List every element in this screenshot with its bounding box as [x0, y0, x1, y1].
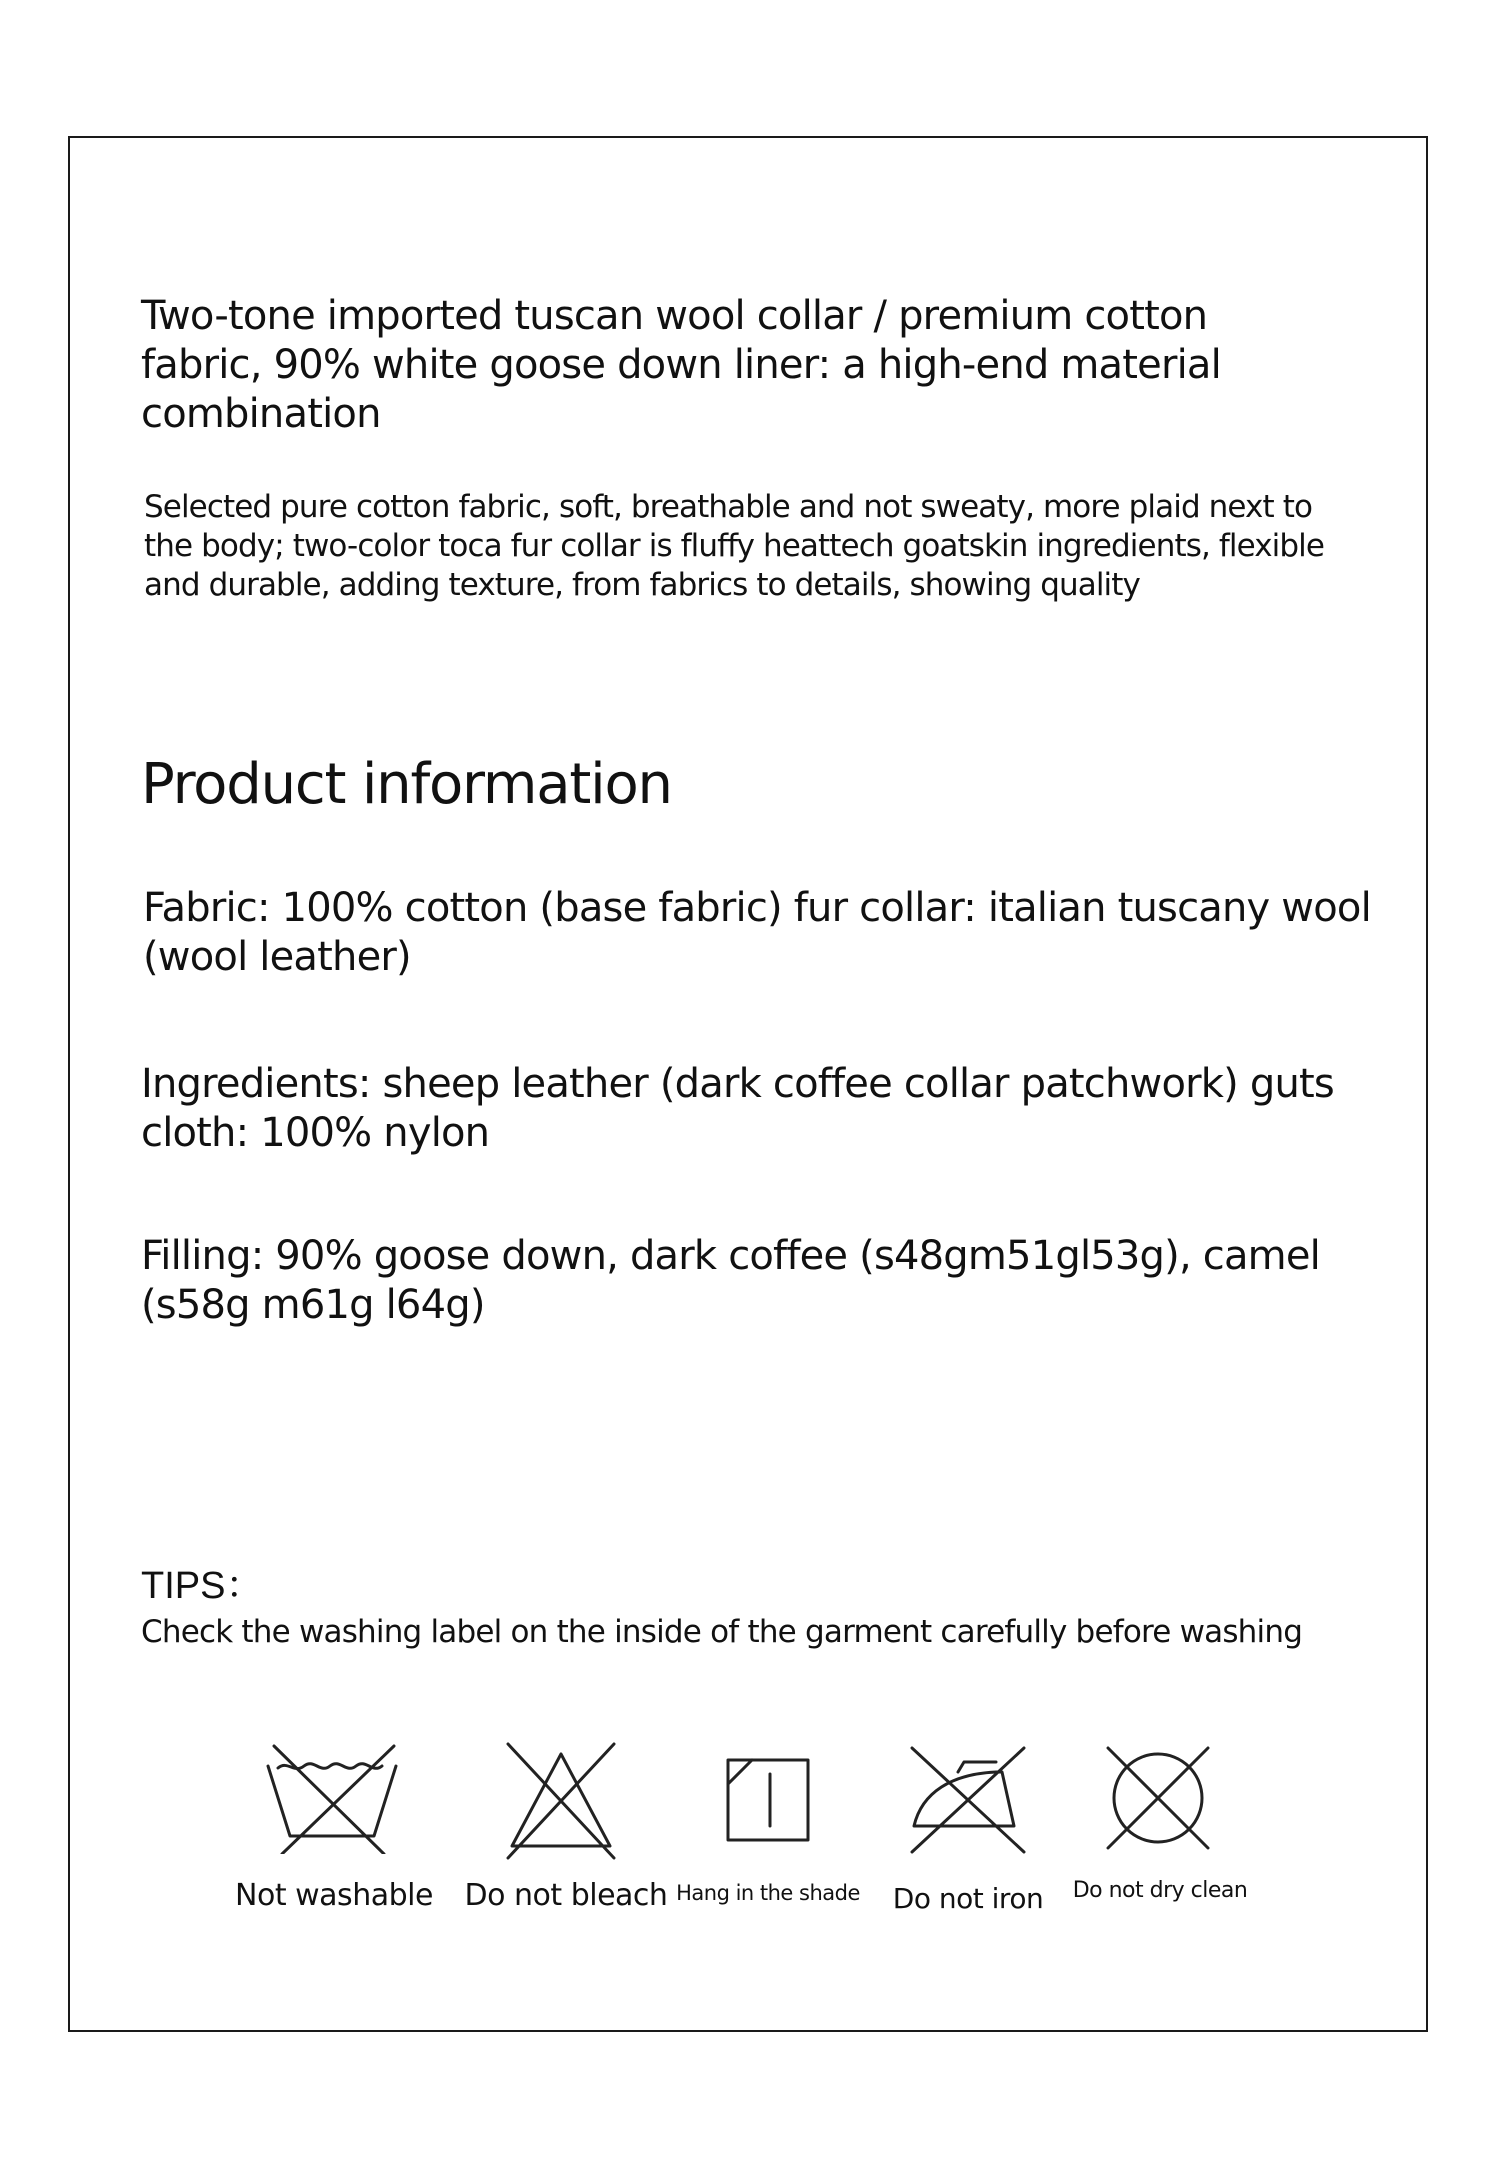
fabric-spec: Fabric: 100% cotton (base fabric) fur collar: italian tuscany wool (wool leather): [143, 885, 1371, 980]
do-not-bleach-icon: [500, 1738, 622, 1862]
tips-title: TIPS：: [141, 1565, 264, 1607]
do-not-dry-clean-label: Do not dry clean: [1072, 1878, 1248, 1903]
do-not-iron-icon: [904, 1740, 1032, 1858]
hang-in-shade-label: Hang in the shade: [676, 1881, 860, 1905]
not-washable-icon: [260, 1742, 408, 1854]
do-not-dry-clean-icon: [1100, 1740, 1216, 1856]
do-not-bleach-label: Do not bleach: [464, 1878, 668, 1913]
ingredients-spec: Ingredients: sheep leather (dark coffee collar patchwork) guts cloth: 100% nylon: [141, 1061, 1334, 1156]
product-information-title: Product information: [141, 752, 672, 817]
hang-in-shade-icon: [724, 1756, 812, 1844]
do-not-iron-label: Do not iron: [892, 1882, 1044, 1915]
not-washable-label: Not washable: [235, 1878, 433, 1913]
intro-description: Selected pure cotton fabric, soft, breathable and not sweaty, more plaid next to the body; two-color toca fur collar is fluffy heattech goatskin ingredients, flexible and durable, adding texture, from fabrics to details, showing quality: [144, 489, 1325, 603]
filling-spec: Filling: 90% goose down, dark coffee (s48gm51gl53g), camel (s58g m61g l64g): [141, 1233, 1320, 1328]
intro-headline: Two-tone imported tuscan wool collar / premium cotton fabric, 90% white goose down liner: a high-end material combination: [141, 293, 1221, 437]
tips-text: Check the washing label on the inside of the garment carefully before washing: [141, 1614, 1303, 1650]
